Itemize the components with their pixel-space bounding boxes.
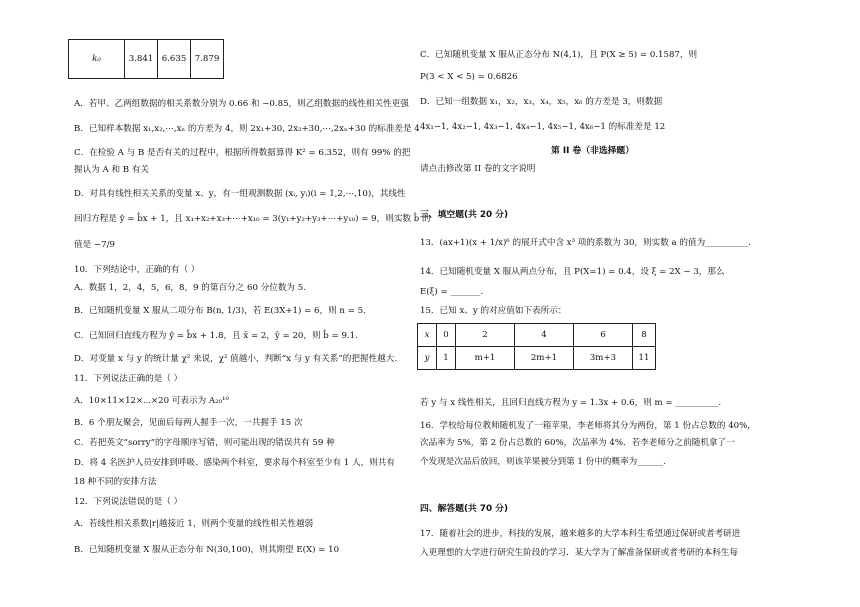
x-value-2: 2 [456, 324, 515, 347]
q13-stem: 13．(ax+1)(x + 1/x)⁶ 的展开式中含 x³ 项的系数为 30，则实数 a 的值为__________. [420, 238, 751, 248]
q14-stem: 14．已知随机变量 X 服从两点分布，且 P(X=1) = 0.4，设 ξ = 2X − 3，那么 [420, 267, 725, 277]
x-value-4: 6 [574, 324, 633, 347]
q9-option-b: B．已知样本数据 x₁,x₂,⋯,xₙ 的方差为 4，则 2x₁+30, 2x₂+30,⋯,2xₙ+30 的标准差是 4 [74, 124, 420, 134]
q9-option-d-cont: 回归方程是 ŷ = b̂x + 1，且 x₁+x₂+x₃+⋯+x₁₀ = 3(y₁+y₂+y₃+⋯+y₁₀) = 9，则实数 b̂ 的 [74, 214, 431, 224]
q16-stem: 16．学校给每位教师随机发了一箱苹果，李老师将其分为两份，第 1 份占总数的 40%， [420, 421, 756, 431]
q17-stem: 17．随着社会的进步，科技的发展，越来越多的大学本科生希望通过保研或者考研进 [420, 529, 741, 539]
q9-option-c-cont: 握认为 A 和 B 有关 [74, 165, 150, 175]
q16-stem-cont2: 个发现是次品后放回，则该苹果被分到第 1 份中的概率为______. [420, 457, 666, 467]
crit-value-3: 7.879 [191, 40, 224, 79]
q9-option-c: C．在检验 A 与 B 是否有关的过程中，根据所得数据算得 K² = 6.352，则有 99% 的把 [74, 148, 411, 158]
xy-value-table [417, 323, 656, 370]
x-value-5: 8 [633, 324, 656, 347]
q12-option-c: C．已知随机变量 X 服从正态分布 N(4,1)，且 P(X ≥ 5) = 0.1587，则 [420, 50, 698, 60]
q15-question: 若 y 与 x 线性相关，且回归直线方程为 y = 1.3x + 0.6，则 m = __________. [420, 398, 722, 408]
q11-option-b: B．6 个朋友聚会，见面后每两人握手一次，一共握手 15 次 [74, 418, 303, 428]
y-value-2: m+1 [456, 347, 515, 370]
crit-value-2: 6.635 [158, 40, 191, 79]
q9-option-d: D．对具有线性相关关系的变量 x、y，有一组观测数据 (xᵢ, yᵢ)(i = 1,2,⋯,10)，其线性 [74, 189, 406, 199]
x-value-3: 4 [515, 324, 574, 347]
y-value-5: 11 [633, 347, 656, 370]
q11-option-a: A．10×11×12×⋯×20 可表示为 A₂₀¹⁰ [74, 396, 229, 406]
q11-stem: 11．下列说法正确的是（ ） [74, 374, 183, 384]
q10-option-b: B．已知随机变量 X 服从二项分布 B(n, 1/3)，若 E(3X+1) = 6，则 n = 5. [74, 306, 366, 316]
q12-option-d: D．已知一组数据 x₁，x₂，x₃，x₄，x₅，x₆ 的方差是 3，则数据 [420, 97, 663, 107]
x-value-1: 0 [437, 324, 456, 347]
x-header: x [418, 324, 437, 347]
part-two-heading: 第 II 卷（非选择题） [550, 146, 635, 156]
q9-option-a: A．若甲、乙两组数据的相关系数分别为 0.66 和 −0.85，则乙组数据的线性相关性更强 [74, 99, 409, 109]
q9-option-d-value: 值是 −7/9 [74, 240, 115, 250]
crit-value-1: 3.841 [125, 40, 158, 79]
q16-stem-cont1: 次品率为 5%，第 2 份占总数的 60%，次品率为 4%．若李老师分之前随机拿了一 [420, 438, 735, 448]
y-value-3: 2m+1 [515, 347, 574, 370]
section-fill-blank-heading: 三、填空题(共 20 分) [420, 210, 508, 220]
q10-option-c: C．已知回归直线方程为 ŷ = b̂x + 1.8，且 x̄ = 2，ȳ = 20，则 b̂ = 9.1. [74, 331, 358, 341]
q15-stem: 15．已知 x、y 的对应值如下表所示： [420, 306, 567, 316]
q10-stem: 10．下列结论中，正确的有（ ） [74, 265, 200, 275]
critical-value-table [68, 39, 224, 79]
y-value-1: 1 [437, 347, 456, 370]
q12-stem: 12．下列说法错误的是（ ） [74, 497, 183, 507]
k0-label: k₀ [69, 40, 125, 79]
q12-option-c-cont: P(3 < X < 5) = 0.6826 [420, 72, 518, 82]
q10-option-d: D．对变量 x 与 y 的统计量 χ² 来说，χ² 值越小，判断“x 与 y 有关系”的把握性越大. [74, 354, 398, 364]
q12-option-d-cont: 4x₁−1, 4x₂−1, 4x₃−1, 4x₄−1, 4x₅−1, 4x₆−1 的标准差是 12 [420, 122, 666, 132]
q12-option-a: A．若线性相关系数|r|越接近 1，则两个变量的线性相关性越弱 [74, 519, 314, 529]
y-value-4: 3m+3 [574, 347, 633, 370]
q11-option-d-cont: 18 种不同的安排方法 [74, 477, 157, 487]
q17-stem-cont: 入更理想的大学进行研究生阶段的学习．某大学为了解准备保研或者考研的本科生每 [420, 548, 738, 558]
q11-option-d: D．将 4 名医护人员安排到呼吸、感染两个科室，要求每个科室至少有 1 人，则共有 [74, 458, 395, 468]
q11-option-c: C．若把英文“sorry”的字母顺序写错，则可能出现的错误共有 59 种 [74, 438, 335, 448]
section-answer-heading: 四、解答题(共 70 分) [420, 504, 508, 514]
q10-option-a: A．数据 1，2，4，5，6，8，9 的第百分之 60 分位数为 5. [74, 283, 306, 293]
part-two-note: 请点击修改第 II 卷的文字说明 [420, 164, 536, 174]
q14-stem-cont: E(ξ) = _______. [420, 287, 484, 297]
y-header: y [418, 347, 437, 370]
q12-option-b: B．已知随机变量 X 服从正态分布 N(30,100)，则其期望 E(X) = 10 [74, 545, 340, 555]
